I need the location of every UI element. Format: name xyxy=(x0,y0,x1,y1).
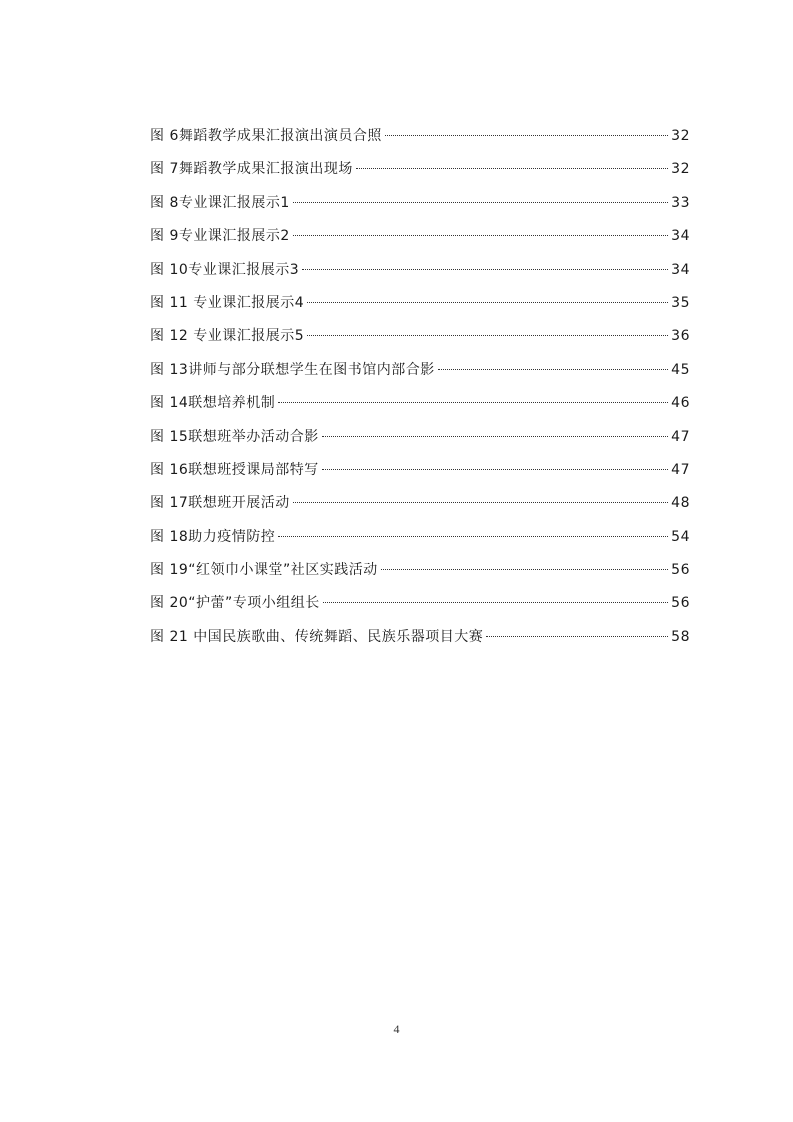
toc-entry-label: 图 15联想班举办活动合影 xyxy=(150,428,319,445)
toc-entry-label: 图 10专业课汇报展示3 xyxy=(150,261,300,278)
toc-entry-page: 34 xyxy=(671,228,690,245)
toc-entry[interactable] xyxy=(150,421,690,454)
toc-entry[interactable] xyxy=(150,454,690,487)
dot-leader xyxy=(307,335,668,336)
toc-entry-label: 图 11 专业课汇报展示4 xyxy=(150,294,305,311)
toc-entry-label: 图 20“护蕾”专项小组组长 xyxy=(150,595,320,612)
toc-entry-page: 56 xyxy=(671,595,690,612)
toc-entry-page: 47 xyxy=(671,428,690,445)
toc-entry-label: 图 21 中国民族歌曲、传统舞蹈、民族乐器项目大赛 xyxy=(150,628,484,645)
dot-leader xyxy=(293,502,668,503)
dot-leader xyxy=(385,135,668,136)
dot-leader xyxy=(307,302,668,303)
dot-leader xyxy=(356,168,668,169)
toc-entry-label: 图 19“红领巾小课堂”社区实践活动 xyxy=(150,562,378,579)
toc-entry-label: 图 9专业课汇报展示2 xyxy=(150,228,290,245)
toc-entry[interactable] xyxy=(150,487,690,520)
toc-entry-label: 图 13讲师与部分联想学生在图书馆内部合影 xyxy=(150,361,435,378)
toc-entry-label: 图 16联想班授课局部特写 xyxy=(150,461,319,478)
toc-entry-label: 图 7舞蹈教学成果汇报演出现场 xyxy=(150,161,353,178)
dot-leader xyxy=(381,569,668,570)
toc-entry-page: 34 xyxy=(671,261,690,278)
toc-entry-label: 图 12 专业课汇报展示5 xyxy=(150,328,305,345)
toc-entry[interactable] xyxy=(150,621,690,654)
dot-leader xyxy=(486,636,668,637)
toc-entry[interactable] xyxy=(150,120,690,153)
toc-entry-page: 32 xyxy=(671,161,690,178)
toc-entry[interactable] xyxy=(150,554,690,587)
toc-entry[interactable] xyxy=(150,287,690,320)
toc-entry[interactable] xyxy=(150,153,690,186)
toc-entry-page: 56 xyxy=(671,562,690,579)
dot-leader xyxy=(322,469,668,470)
dot-leader xyxy=(293,235,668,236)
dot-leader xyxy=(278,536,668,537)
dot-leader xyxy=(278,402,668,403)
toc-entry[interactable] xyxy=(150,187,690,220)
toc-entry[interactable] xyxy=(150,521,690,554)
page-number: 4 xyxy=(393,1022,400,1036)
toc-entry-label: 图 18助力疫情防控 xyxy=(150,528,276,545)
toc-entry-page: 46 xyxy=(671,395,690,412)
toc-entry-label: 图 6舞蹈教学成果汇报演出演员合照 xyxy=(150,128,382,144)
toc-entry-page: 47 xyxy=(671,461,690,478)
toc-entry-page: 58 xyxy=(671,628,690,645)
toc-entry-page: 33 xyxy=(671,194,690,211)
toc-entry[interactable] xyxy=(150,320,690,353)
toc-entry-label: 图 17联想班开展活动 xyxy=(150,495,290,512)
toc-entry[interactable] xyxy=(150,587,690,620)
table-of-figures xyxy=(150,120,690,654)
toc-entry-page: 45 xyxy=(671,361,690,378)
toc-entry[interactable] xyxy=(150,220,690,253)
dot-leader xyxy=(302,269,668,270)
dot-leader xyxy=(322,436,668,437)
toc-entry-page: 36 xyxy=(671,328,690,345)
toc-entry-label: 图 8专业课汇报展示1 xyxy=(150,194,290,211)
toc-entry-label: 图 14联想培养机制 xyxy=(150,395,276,412)
toc-entry[interactable] xyxy=(150,387,690,420)
dot-leader xyxy=(438,369,668,370)
toc-entry-page: 54 xyxy=(671,528,690,545)
dot-leader xyxy=(323,602,668,603)
toc-entry[interactable] xyxy=(150,254,690,287)
toc-entry-page: 48 xyxy=(671,495,690,512)
toc-entry[interactable] xyxy=(150,354,690,387)
toc-entry-page: 32 xyxy=(671,128,690,144)
dot-leader xyxy=(293,202,668,203)
toc-entry-page: 35 xyxy=(671,294,690,311)
